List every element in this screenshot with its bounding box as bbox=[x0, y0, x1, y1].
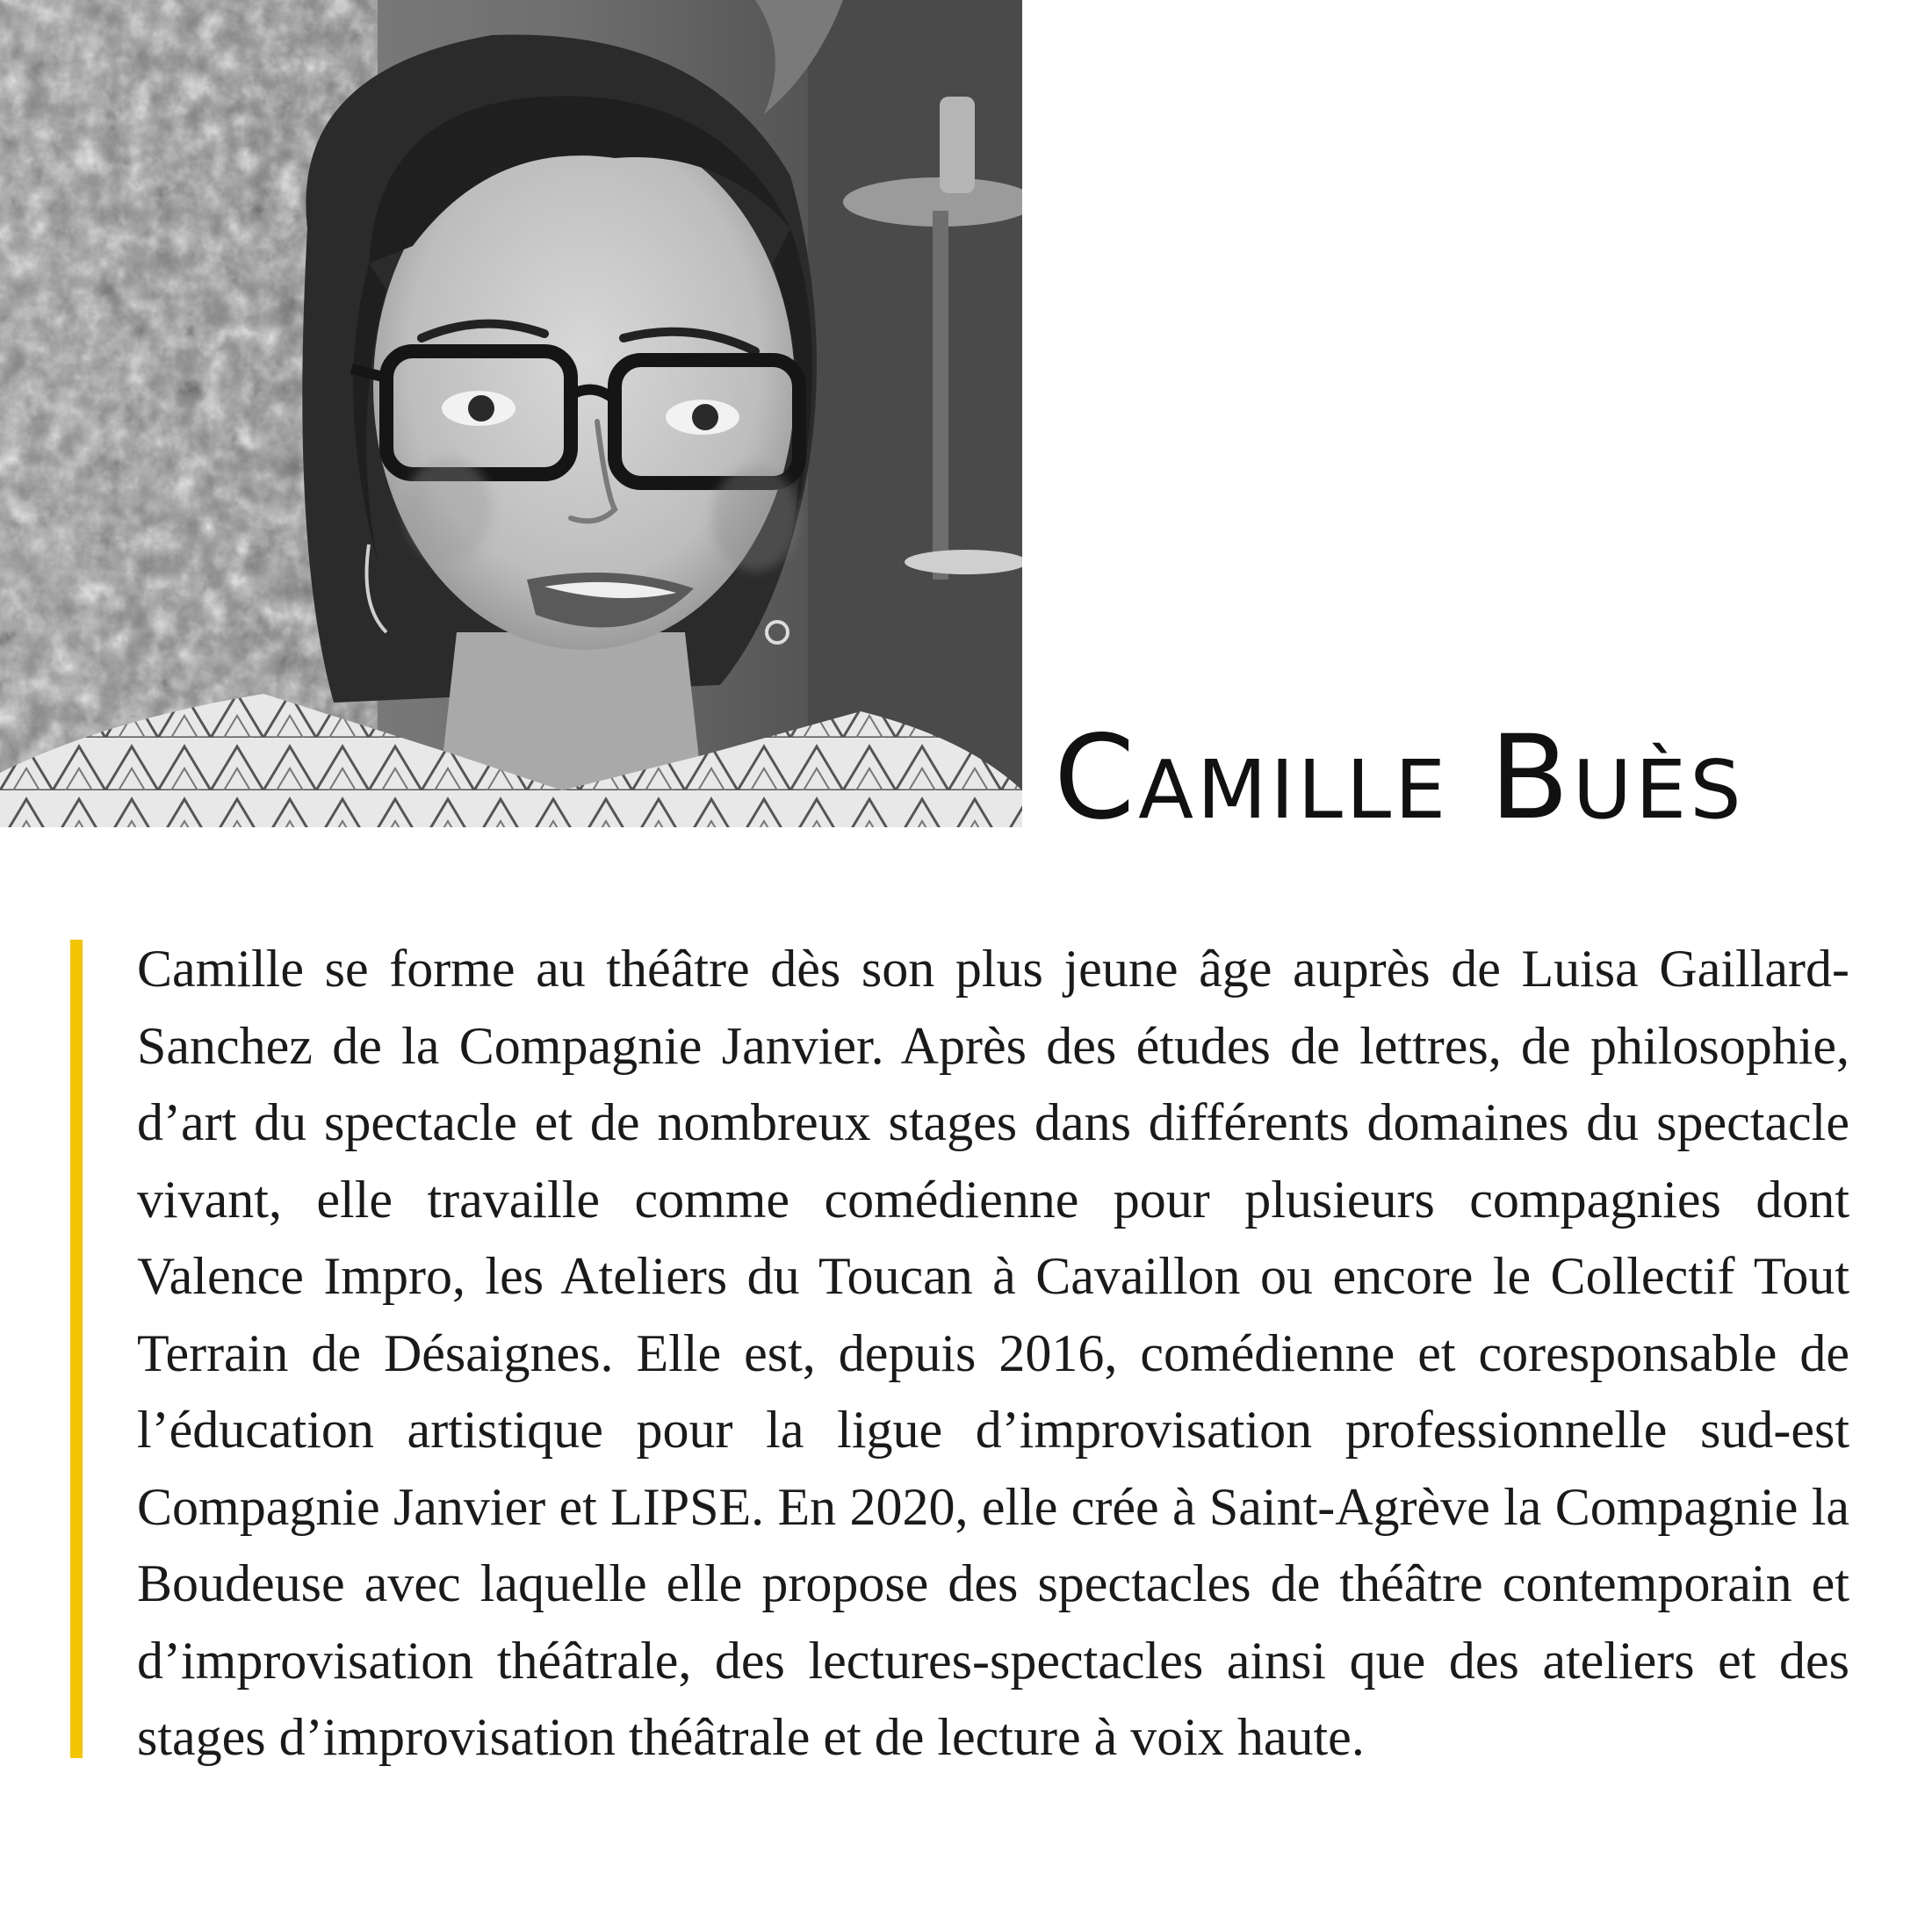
portrait-illustration bbox=[0, 0, 1022, 827]
biography-text: Camille se forme au théâtre dès son plus jeune âge auprès de Luisa Gaillard-Sanchez de la Compagnie Janvier. Après des études de lettres, de philosophie, d’art du spectacle et de nombreux stages dans différents domaines du spectacle vivant, elle travaille comme comédienne pour plusieurs compagnies dont Valence Impro, les Ateliers du Toucan à Cavaillon ou encore le Collectif Tout Terrain de Désaignes. Elle est, depuis 2016, comédienne et coresponsable de l’éducation artistique pour la ligue d’improvisation professionnelle sud-est Compagnie Janvier et LIPSE. En 2020, elle crée à Saint-Agrève la Compagnie la Boudeuse avec laquelle elle propose des spectacles de théâtre contemporain et d’improvisation théâtrale, des lectures-spectacles ainsi que des ateliers et des stages d’improvisation théâtrale et de lecture à voix haute. bbox=[137, 940, 1849, 1766]
accent-bar bbox=[70, 940, 83, 1758]
portrait-photo bbox=[0, 0, 1022, 827]
person-name: Camille Buès bbox=[1054, 710, 1745, 846]
